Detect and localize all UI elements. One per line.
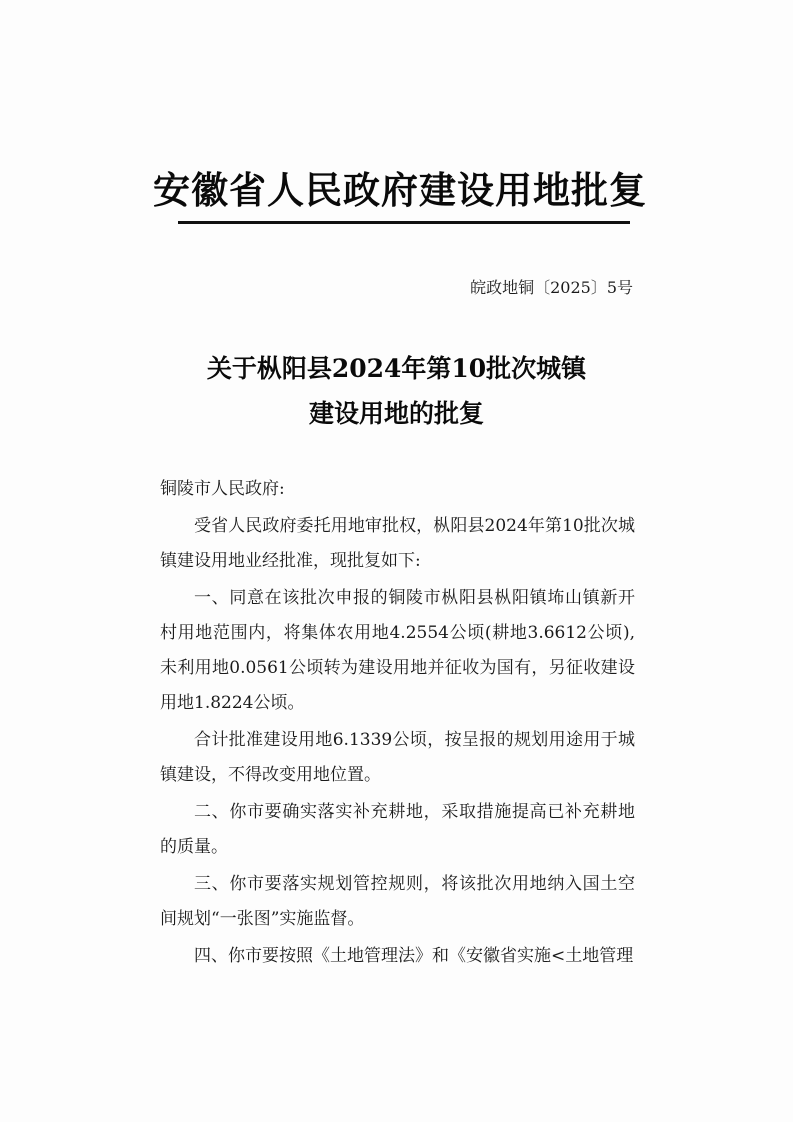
- paragraph-4: 二、你市要确实落实补充耕地，采取措施提高已补充耕地的质量。: [160, 802, 635, 857]
- salutation: 铜陵市人民政府:: [160, 479, 285, 499]
- paragraph-6: 四、你市要按照《土地管理法》和《安徽省实施<土地管理: [194, 946, 634, 966]
- paragraph-2: 一、同意在该批次申报的铜陵市枞阳县枞阳镇㘵山镇新开村用地范围内，将集体农用地4.2554公顷(耕地3.6612公顷),未利用地0.0561公顷转为建设用地并征收为国有，另征收建设用地1.8224公顷。: [160, 588, 635, 713]
- paragraph-1: 受省人民政府委托用地审批权，枞阳县2024年第10批次城镇建设用地业经批准，现批复如下:: [160, 516, 635, 571]
- paragraph-3: 合计批准建设用地6.1339公顷，按呈报的规划用途用于城镇建设，不得改变用地位置。: [160, 730, 635, 785]
- document-body: [160, 472, 635, 976]
- document-title: [120, 346, 673, 436]
- paragraph-5: 三、你市要落实规划管控规则，将该批次用地纳入国土空间规划“一张图”实施监督。: [160, 874, 635, 929]
- title-line-2: 建设用地的批复: [308, 399, 484, 428]
- masthead-divider: [178, 221, 630, 224]
- title-line-1: 关于枞阳县2024年第10批次城镇: [206, 354, 587, 383]
- document-number: 皖政地铜〔2025〕5号: [470, 278, 633, 297]
- masthead-title: 安徽省人民政府建设用地批复: [153, 168, 647, 212]
